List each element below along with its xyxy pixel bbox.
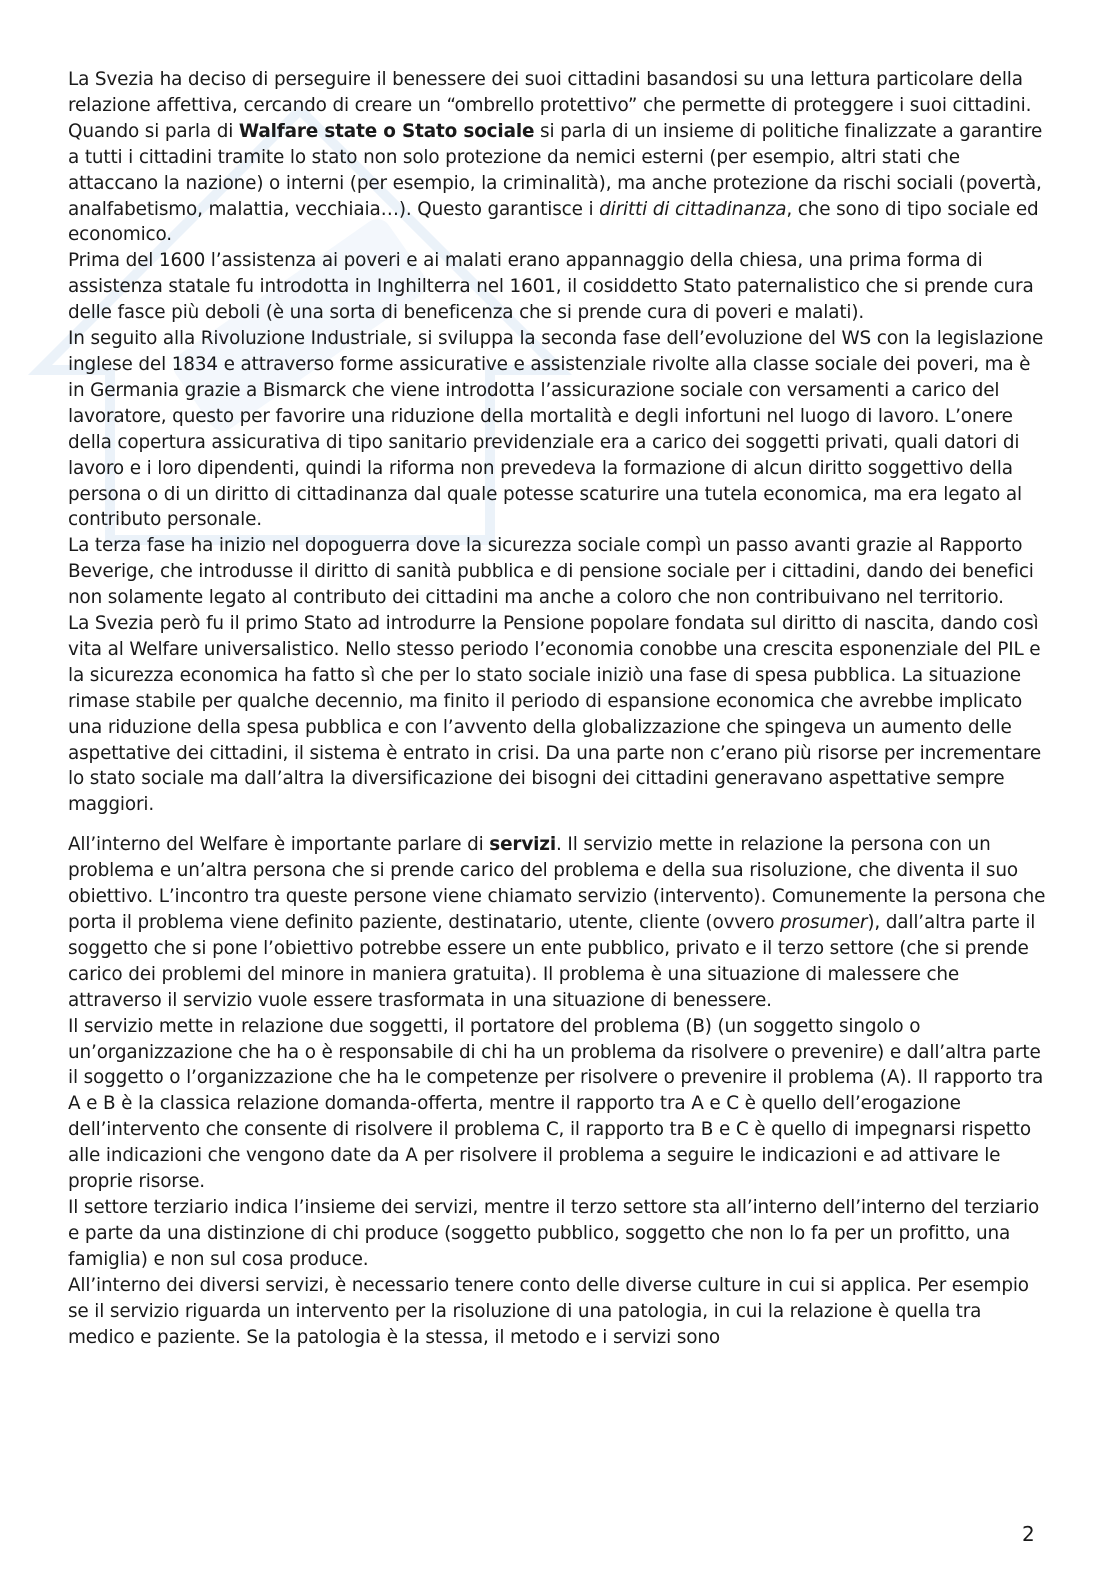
text-run: Prima del 1600 l’assistenza ai poveri e ai malati erano appannaggio della chiesa, una prima forma di assistenza statale fu introdotta in Inghilterra nel 1601, il cosiddetto Stato paternalistico che si prende cura delle fasce più deboli (è una sorta di beneficenza che si prende cura di poveri e malati). <box>68 250 1034 324</box>
paragraph <box>68 611 1048 818</box>
paragraph <box>68 1195 1048 1273</box>
italic-term: diritti di cittadinanza <box>599 198 787 220</box>
text-run: All’interno del Welfare è importante parlare di <box>68 834 490 856</box>
text-run: In seguito alla Rivoluzione Industriale, si sviluppa la seconda fase dell’evoluzione del WS con la legislazione inglese del 1834 e attraverso forme assicurative e assistenziale rivolte alla classe sociale dei poveri, ma è in Germania grazie a Bismarck che viene introdotta l’assicurazione sociale con versamenti a carico del lavoratore, questo per favorire una riduzione della mortalità e degli infortuni nel luogo di lavoro. L’onere della copertura assicurativa di tipo sanitario previdenziale era a carico dei soggetti privati, quali datori di lavoro e i loro dipendenti, quindi la riforma non prevedeva la formazione di alcun diritto soggettivo della persona o di un diritto di cittadinanza dal quale potesse scaturire una tutela economica, ma era legato al contributo personale. <box>68 328 1044 531</box>
text-run: . Il servizio mette in relazione la persona con un problema e un’altra persona che si prende carico del problema e della sua risoluzione, che diventa il suo obiettivo. L’incontro tra queste persone viene chiamato servizio (intervento). Comunemente la persona che porta il problema viene definito paziente, destinatario, utente, cliente (ovvero <box>68 834 1046 933</box>
paragraph <box>68 67 1048 119</box>
paragraph <box>68 1014 1048 1195</box>
paragraph <box>68 1273 1048 1351</box>
paragraph <box>68 248 1048 326</box>
text-run: Il servizio mette in relazione due soggetti, il portatore del problema (B) (un soggetto singolo o un’organizzazione che ha o è responsabile di chi ha un problema da risolvere o prevenire) e dall’altra parte il soggetto o l’organizzazione che ha le competenze per risolvere o prevenire il problema (A). Il rapporto tra A e B è la classica relazione domanda-offerta, mentre il rapporto tra A e C è quello dell’erogazione dell’intervento che consente di risolvere il problema C, il rapporto tra B e C è quello di impegnarsi rispetto alle indicazioni che vengono date da A per risolvere il problema a seguire le indicazioni e ad attivare le proprie risorse. <box>68 1015 1044 1193</box>
text-run: Quando si parla di <box>68 120 239 142</box>
italic-term: prosumer <box>780 912 868 933</box>
text-run: La terza fase ha inizio nel dopoguerra dove la sicurezza sociale compì un passo avanti grazie al Rapporto Beverige, che introdusse il diritto di sanità pubblica e di pensione sociale per i cittadini, dando dei benefici non solamente legato al contributo dei cittadini ma anche a coloro che non contribuivano nel territorio. <box>68 535 1034 609</box>
bold-term: Walfare state o Stato sociale <box>238 120 535 142</box>
text-run: si parla di un insieme di politiche finalizzate a garantire a tutti i cittadini tramite lo stato non solo protezione da nemici esterni (per esempio, altri stati che attaccano la nazione) o interni (per esempio, la criminalità), ma anche protezione da rischi sociali (povertà, analfabetismo, malattia, vecchiaia…). Questo garantisce i <box>68 120 1043 220</box>
paragraph <box>68 533 1048 611</box>
bold-term: servizi <box>489 834 557 856</box>
page-number: 2 <box>1022 1522 1035 1546</box>
text-run: ), dall’altra parte il soggetto che si pone l’obiettivo potrebbe essere un ente pubblico, privato e il terzo settore (che si prende carico dei problemi del minore in maniera gratuita). Il problema è una situazione di malessere che attraverso il servizio vuole essere trasformata in una situazione di benessere. <box>68 912 1036 1011</box>
text-run: , che sono di tipo sociale ed economico. <box>68 198 1039 246</box>
text-run: Il settore terziario indica l’insieme dei servizi, mentre il terzo settore sta all’interno dell’interno del terziario e parte da una distinzione di chi produce (soggetto pubblico, soggetto che non lo fa per un profitto, una famiglia) e non sul cosa produce. <box>68 1196 1040 1270</box>
paragraph <box>68 119 1048 249</box>
document-body <box>68 67 1048 1350</box>
paragraph <box>68 326 1048 533</box>
text-run: All’interno dei diversi servizi, è necessario tenere conto delle diverse culture in cui si applica. Per esempio se il servizio riguarda un intervento per la risoluzione di una patologia, in cui la relazione è quella tra medico e paziente. Se la patologia è la stessa, il metodo e i servizi sono <box>68 1274 1029 1348</box>
paragraph <box>68 832 1048 1013</box>
text-run: La Svezia però fu il primo Stato ad introdurre la Pensione popolare fondata sul diritto di nascita, dando così vita al Welfare universalistico. Nello stesso periodo l’economia conobbe una crescita esponenziale del PIL e la sicurezza economica ha fatto sì che per lo stato sociale iniziò una fase di spesa pubblica. La situazione rimase stabile per qualche decennio, ma finito il periodo di espansione economica che avrebbe implicato una riduzione della spesa pubblica e con l’avvento della globalizzazione che spingeva un aumento delle aspettative dei cittadini, il sistema è entrato in crisi. Da una parte non c’erano più risorse per incrementare lo stato sociale ma dall’altra la diversificazione dei bisogni dei cittadini generavano aspettative sempre maggiori. <box>68 613 1042 816</box>
text-run: La Svezia ha deciso di perseguire il benessere dei suoi cittadini basandosi su una lettura particolare della relazione affettiva, cercando di creare un “ombrello protettivo” che permette di proteggere i suoi cittadini. <box>68 69 1032 116</box>
